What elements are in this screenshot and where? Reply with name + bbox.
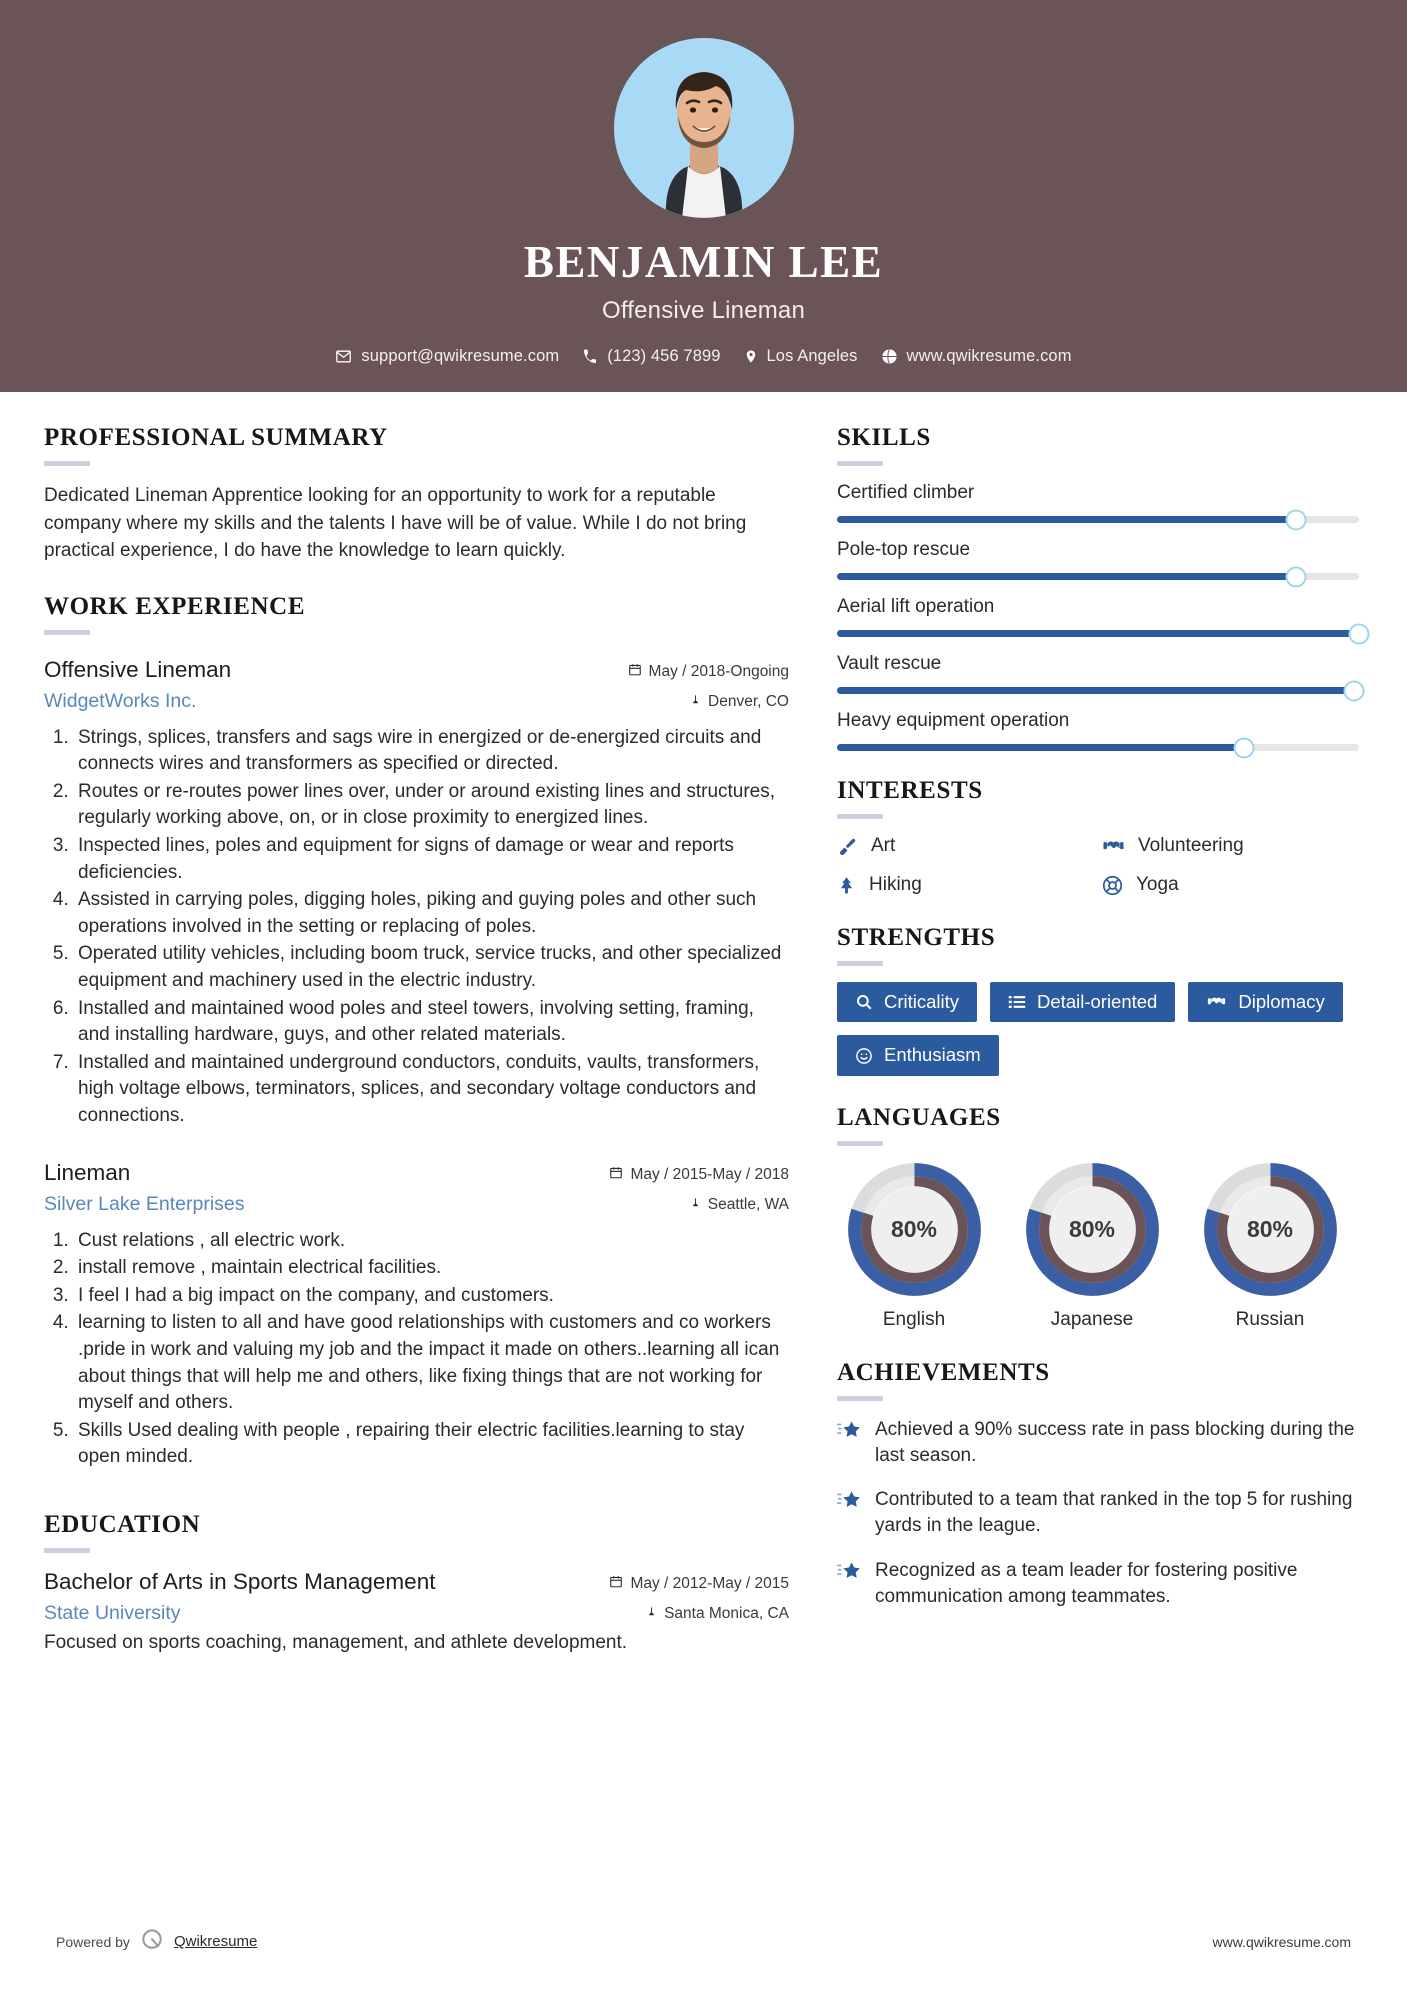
skill-label: Pole-top rescue (837, 539, 971, 560)
work-date-text: May / 2018-Ongoing (648, 662, 789, 680)
work-company[interactable]: Silver Lake Enterprises (44, 1192, 245, 1215)
search-icon (855, 993, 873, 1011)
skill-knob[interactable] (1343, 680, 1364, 701)
languages-heading: LANGUAGES (837, 1103, 1001, 1131)
language-item-japanese (1015, 1162, 1169, 1331)
skill-slider[interactable] (837, 744, 1359, 751)
work-duties-list (44, 725, 789, 1130)
handshake-icon (1102, 836, 1125, 857)
skill-item (837, 539, 1359, 580)
skill-label: Heavy equipment operation (837, 710, 1070, 731)
qwikresume-logo-icon (139, 1927, 165, 1956)
donut-value: 80% (1246, 1215, 1294, 1242)
section-rule (837, 814, 883, 819)
left-column (44, 424, 789, 1654)
strengths-heading: STRENGTHS (837, 924, 996, 951)
resume-header (0, 0, 1407, 392)
section-professional-summary (44, 424, 789, 565)
list-item: 5. Operated utility vehicles, including boom truck, service trucks, and other specialized equipment and machinery used in the electric industry. (74, 941, 789, 994)
skill-fill (837, 687, 1354, 694)
work-date (609, 1165, 789, 1185)
language-label: Japanese (1050, 1308, 1134, 1330)
list-item: 3. Inspected lines, poles and equipment for signs of damage or wear and reports deficiencies. (74, 833, 789, 886)
strength-chip-detail-oriented[interactable] (990, 982, 1175, 1022)
work-date (628, 662, 789, 682)
powered-by-label: Powered by (56, 1933, 130, 1950)
avatar (614, 38, 794, 218)
language-item-russian (1193, 1162, 1347, 1331)
work-role: Offensive Lineman (44, 656, 232, 682)
work-date-text: May / 2015-May / 2018 (630, 1165, 789, 1183)
section-rule (837, 1396, 883, 1401)
donut-chart (1203, 1162, 1338, 1297)
achievements-heading: ACHIEVEMENTS (837, 1358, 1050, 1386)
strength-label: Diplomacy (1238, 991, 1325, 1012)
list-item: 1. Cust relations , all electric work. (74, 1228, 789, 1255)
education-school[interactable]: State University (44, 1601, 181, 1624)
section-skills (837, 424, 1359, 751)
work-entry (44, 1160, 789, 1471)
contact-bar (0, 347, 1407, 366)
qwikresume-link[interactable]: Qwikresume (173, 1933, 258, 1950)
skill-label: Certified climber (837, 482, 975, 503)
interest-label: Hiking (869, 874, 922, 895)
skill-fill (837, 516, 1296, 523)
contact-phone-text: (123) 456 7899 (607, 347, 721, 365)
strength-label: Enthusiasm (884, 1044, 981, 1066)
page-title: BENJAMIN LEE (523, 237, 884, 287)
section-interests (837, 777, 1359, 896)
contact-email[interactable] (328, 347, 566, 366)
donut-chart (1025, 1162, 1160, 1297)
skill-knob[interactable] (1286, 566, 1307, 587)
job-title: Offensive Lineman (601, 297, 806, 324)
donut-value: 80% (890, 1215, 938, 1242)
list-item: 6. Installed and maintained wood poles and steel towers, involving setting, framing, and installing hardware, guys, and other related materials. (74, 996, 789, 1049)
work-entry (44, 657, 789, 1130)
calendar-icon (628, 662, 642, 682)
skills-heading: SKILLS (837, 424, 931, 451)
interest-item-art (837, 835, 1094, 857)
interest-item-yoga (1102, 874, 1359, 896)
strength-chip-criticality[interactable] (837, 982, 977, 1022)
education-degree: Bachelor of Arts in Sports Management (44, 1568, 436, 1594)
handshake-icon (1206, 993, 1227, 1011)
contact-website-text: www.qwikresume.com (906, 347, 1072, 365)
list-item: 2. install remove , maintain electrical facilities. (74, 1255, 789, 1282)
skill-item (837, 653, 1359, 694)
globe-icon (881, 348, 898, 365)
contact-location-text: Los Angeles (766, 347, 858, 365)
powered-by-block (56, 1927, 257, 1956)
strength-label: Detail-oriented (1037, 991, 1158, 1012)
skill-fill (837, 744, 1244, 751)
section-rule (44, 630, 90, 635)
education-date-text: May / 2012-May / 2015 (630, 1574, 789, 1592)
star-icon (837, 1558, 861, 1587)
pin-icon (690, 693, 701, 712)
section-rule (44, 461, 90, 466)
paintbrush-icon (837, 836, 858, 857)
interests-heading: INTERESTS (837, 777, 983, 804)
strength-chip-enthusiasm[interactable] (837, 1035, 999, 1075)
star-icon (837, 1417, 861, 1446)
skill-item (837, 710, 1359, 751)
education-date (609, 1574, 789, 1594)
education-location (646, 1605, 789, 1624)
work-location (690, 693, 789, 712)
section-work-experience (44, 593, 789, 1471)
list-item: 4. Assisted in carrying poles, digging holes, piking and guying poles and other such operations involved in the setting or replacing of poles. (74, 887, 789, 940)
skill-item (837, 596, 1359, 637)
donut-value: 80% (1068, 1215, 1116, 1242)
skill-slider[interactable] (837, 687, 1359, 694)
tree-icon (837, 875, 856, 896)
section-achievements (837, 1359, 1359, 1610)
achievement-text: Achieved a 90% success rate in pass blocking during the last season. (875, 1418, 1355, 1466)
skill-knob[interactable] (1349, 623, 1370, 644)
skill-label: Vault rescue (837, 653, 942, 674)
section-education (44, 1511, 789, 1654)
work-location-text: Denver, CO (708, 693, 789, 711)
skill-slider[interactable] (837, 516, 1359, 523)
pin-icon (646, 1605, 657, 1624)
skill-slider[interactable] (837, 630, 1359, 637)
education-location-text: Santa Monica, CA (664, 1605, 789, 1623)
language-item-english (837, 1162, 991, 1331)
work-heading: WORK EXPERIENCE (44, 592, 306, 620)
language-label: English (882, 1308, 946, 1330)
contact-phone[interactable] (575, 347, 727, 366)
list-item: 5. Skills Used dealing with people , repairing their electric facilities.learning to stay open minded. (74, 1418, 789, 1471)
achievement-item (837, 1417, 1359, 1469)
contact-website[interactable] (874, 347, 1079, 366)
calendar-icon (609, 1574, 623, 1594)
section-strengths (837, 924, 1359, 1076)
lifebuoy-icon (1102, 875, 1123, 896)
smiley-icon (855, 1047, 873, 1065)
list-item: 1. Strings, splices, transfers and sags wire in energized or de-energized circuits and connects wires and transformers as specified or directed. (74, 725, 789, 778)
page-footer (0, 1927, 1407, 1956)
section-languages (837, 1104, 1359, 1331)
calendar-icon (609, 1165, 623, 1185)
resume-body (0, 392, 1407, 1654)
section-rule (837, 1141, 883, 1146)
work-location (690, 1196, 789, 1215)
donut-chart (847, 1162, 982, 1297)
section-rule (837, 461, 883, 466)
achievement-text: Contributed to a team that ranked in the top 5 for rushing yards in the league. (875, 1489, 1353, 1537)
contact-email-text: support@qwikresume.com (361, 347, 560, 365)
list-item: 4. learning to listen to all and have good relationships with customers and co workers .pride in work and valuing my job and the impact it made on others..learning all ican about things that will help me and others, like fixing things that are not working for myself and others. (74, 1310, 789, 1416)
interest-item-hiking (837, 874, 1094, 896)
skill-knob[interactable] (1286, 509, 1307, 530)
education-heading: EDUCATION (44, 1510, 201, 1538)
skill-fill (837, 573, 1296, 580)
right-column (837, 424, 1359, 1654)
achievement-text: Recognized as a team leader for fostering positive communication among teammates. (875, 1559, 1298, 1607)
work-location-text: Seattle, WA (707, 1196, 789, 1214)
list-item: 7. Installed and maintained underground conductors, conduits, vaults, transformers, high voltage elbows, terminators, splices, and secondary voltage conductors and connections. (74, 1050, 789, 1130)
work-duties-list (44, 1228, 789, 1471)
work-role: Lineman (44, 1159, 131, 1185)
interest-label: Art (871, 835, 896, 856)
section-rule (837, 961, 883, 966)
section-rule (44, 1548, 90, 1553)
skill-knob[interactable] (1234, 737, 1255, 758)
skill-fill (837, 630, 1359, 637)
pin-icon (690, 1196, 701, 1215)
list-item: 3. I feel I had a big impact on the company, and customers. (74, 1283, 789, 1310)
strength-label: Criticality (884, 991, 960, 1012)
summary-heading: PROFESSIONAL SUMMARY (44, 424, 388, 451)
interest-item-volunteering (1102, 835, 1359, 857)
interest-label: Volunteering (1138, 835, 1244, 856)
location-pin-icon (744, 348, 758, 365)
skill-label: Aerial lift operation (837, 596, 995, 617)
achievement-item (837, 1487, 1359, 1539)
phone-icon (582, 349, 598, 365)
skill-item (837, 482, 1359, 523)
summary-text: Dedicated Lineman Apprentice looking for an opportunity to work for a reputable company where my skills and the talents I have will be of value. While I do not bring practical experience, I do have the knowledge to learn quickly. (44, 485, 747, 562)
language-label: Russian (1235, 1308, 1305, 1330)
footer-url[interactable]: www.qwikresume.com (1212, 1933, 1351, 1950)
skill-slider[interactable] (837, 573, 1359, 580)
star-icon (837, 1487, 861, 1516)
strength-chip-diplomacy[interactable] (1188, 982, 1342, 1022)
education-entry (44, 1569, 789, 1654)
contact-location (737, 347, 865, 366)
list-item: 2. Routes or re-routes power lines over, under or around existing lines and structures, regularly working above, on, or in close proximity to energized lines. (74, 779, 789, 832)
interest-label: Yoga (1136, 874, 1179, 895)
education-description: Focused on sports coaching, management, and athlete development. (44, 1631, 628, 1653)
envelope-icon (335, 348, 352, 365)
list-icon (1008, 993, 1026, 1011)
achievement-item (837, 1558, 1359, 1610)
work-company[interactable]: WidgetWorks Inc. (44, 689, 197, 712)
